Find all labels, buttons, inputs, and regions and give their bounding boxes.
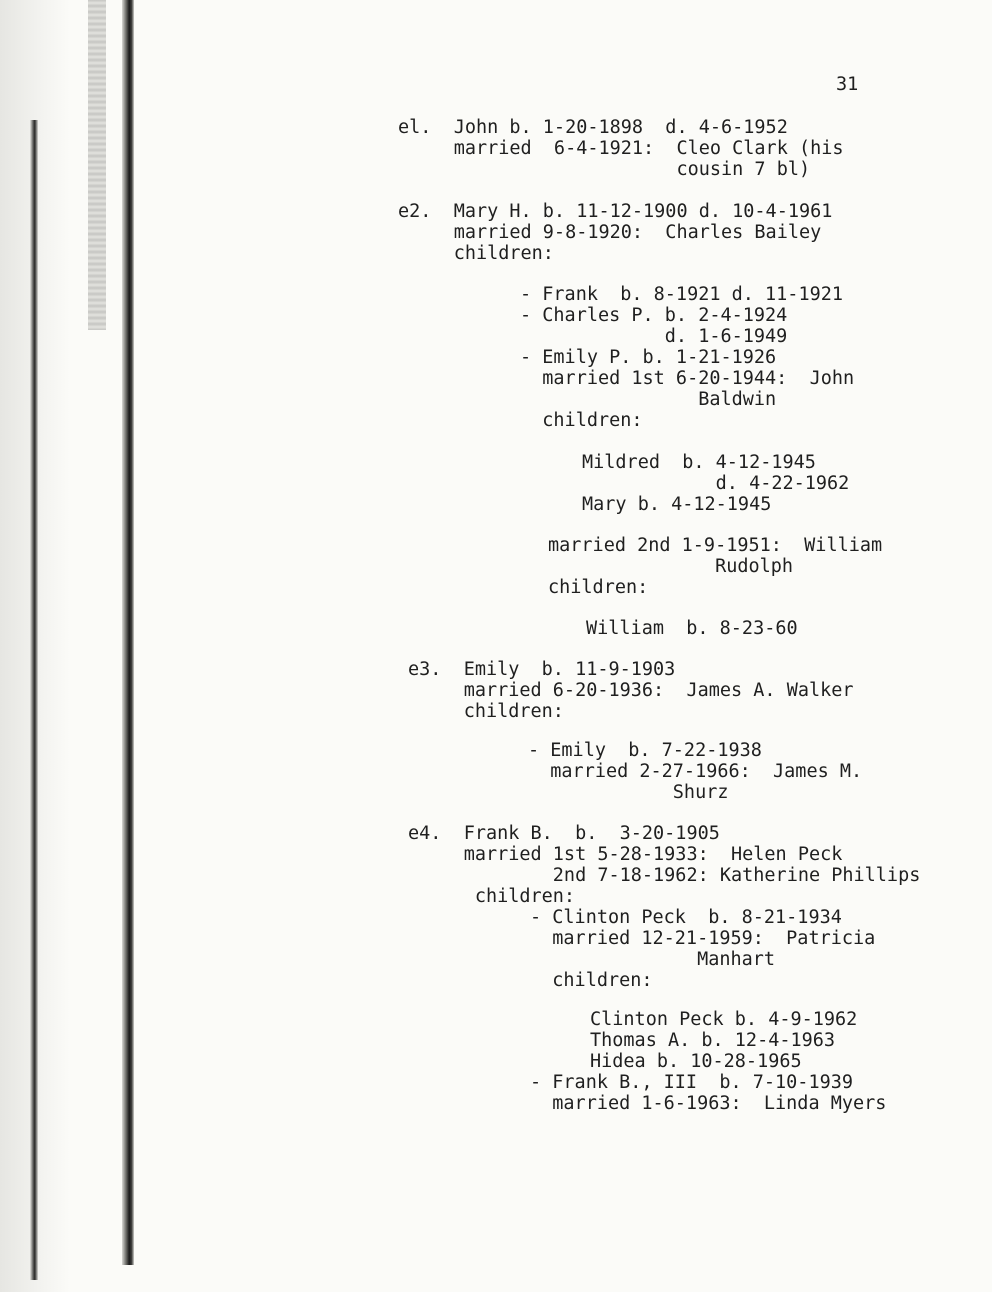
text-line: cousin 7 bl) — [398, 159, 811, 180]
text-line: Mildred b. 4-12-1945 — [582, 452, 816, 473]
text-line: married 9-8-1920: Charles Bailey — [398, 222, 822, 243]
text-line: d. 1-6-1949 — [520, 326, 788, 347]
text-line: children: — [548, 577, 649, 598]
text-line: e2. Mary H. b. 11-12-1900 d. 10-4-1961 — [398, 201, 833, 222]
text-line: married 2-27-1966: James M. — [528, 761, 863, 782]
text-line: el. John b. 1-20-1898 d. 4-6-1952 — [398, 117, 788, 138]
text-line: - Frank b. 8-1921 d. 11-1921 — [520, 284, 844, 305]
page-number: 31 — [836, 74, 859, 95]
text-line: Manhart — [530, 949, 776, 970]
text-line: Clinton Peck b. 4-9-1962 — [590, 1009, 858, 1030]
text-line: Hidea b. 10-28-1965 — [590, 1051, 802, 1072]
text-line: e4. Frank B. b. 3-20-1905 — [408, 823, 720, 844]
binding-texture — [88, 0, 106, 330]
text-line: d. 4-22-1962 — [582, 473, 850, 494]
text-line: married 6-4-1921: Cleo Clark (his — [398, 138, 844, 159]
text-line: Baldwin — [520, 389, 777, 410]
text-line: children: — [530, 970, 653, 991]
text-line: - Frank B., III b. 7-10-1939 — [530, 1072, 854, 1093]
text-line: William b. 8-23-60 — [586, 618, 798, 639]
text-line: married 1st 6-20-1944: John — [520, 368, 855, 389]
binding-edge — [122, 0, 134, 1265]
text-line: children: — [408, 701, 564, 722]
text-line: - Emily P. b. 1-21-1926 — [520, 347, 777, 368]
text-line: children: — [408, 886, 576, 907]
text-line: married 12-21-1959: Patricia — [530, 928, 876, 949]
text-line: married 6-20-1936: James A. Walker — [408, 680, 854, 701]
text-line: 2nd 7-18-1962: Katherine Phillips — [408, 865, 921, 886]
text-line: children: — [520, 410, 643, 431]
text-line: e3. Emily b. 11-9-1903 — [408, 659, 676, 680]
text-line: married 2nd 1-9-1951: William — [548, 535, 883, 556]
text-line: children: — [398, 243, 554, 264]
text-line: - Clinton Peck b. 8-21-1934 — [530, 907, 842, 928]
text-line: Shurz — [528, 782, 729, 803]
text-line: married 1st 5-28-1933: Helen Peck — [408, 844, 843, 865]
binding-edge-outer — [30, 120, 38, 1280]
text-line: - Charles P. b. 2-4-1924 — [520, 305, 788, 326]
text-line: - Emily b. 7-22-1938 — [528, 740, 762, 761]
text-line: Rudolph — [548, 556, 794, 577]
text-line: Mary b. 4-12-1945 — [582, 494, 772, 515]
text-line: married 1-6-1963: Linda Myers — [530, 1093, 887, 1114]
text-line: Thomas A. b. 12-4-1963 — [590, 1030, 836, 1051]
